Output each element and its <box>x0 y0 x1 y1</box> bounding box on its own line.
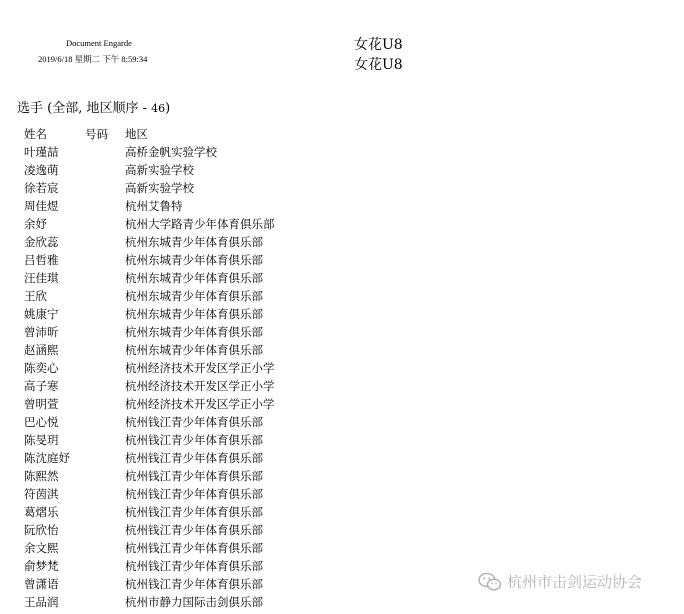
watermark <box>478 571 642 592</box>
cell-name: 徐若宸 <box>24 181 59 195</box>
participant-count: 46 <box>151 102 166 115</box>
cell-club: 杭州钱江青少年体育俱乐部 <box>125 505 263 519</box>
cell-club: 高新实验学校 <box>125 163 194 177</box>
cell-name: 高子寒 <box>24 379 59 393</box>
cell-name: 符茵淇 <box>24 487 59 501</box>
print-datetime: 2019/6/18 星期二 下午 8:59:34 <box>38 54 148 64</box>
cell-club: 高新实验学校 <box>125 181 194 195</box>
table-row <box>24 503 385 521</box>
cell-club: 杭州东城青少年体育俱乐部 <box>125 343 263 357</box>
cell-number <box>85 449 125 467</box>
participants-table <box>24 125 385 611</box>
table-row <box>24 305 385 323</box>
cell-number <box>85 575 125 593</box>
event-title-line1: 女花U8 <box>354 37 403 53</box>
table-row <box>24 521 385 539</box>
cell-number <box>85 269 125 287</box>
cell-number <box>85 305 125 323</box>
table-row <box>24 341 385 359</box>
cell-number <box>85 467 125 485</box>
table-row <box>24 197 385 215</box>
table-row <box>24 161 385 179</box>
cell-name: 叶瑾喆 <box>24 145 59 159</box>
table-row <box>24 251 385 269</box>
wechat-icon <box>478 572 502 592</box>
cell-club: 杭州经济技术开发区学正小学 <box>125 379 275 393</box>
table-row <box>24 557 385 575</box>
section-title <box>17 97 170 116</box>
cell-number <box>85 179 125 197</box>
table-row <box>24 287 385 305</box>
cell-club: 杭州艾鲁特 <box>125 199 183 213</box>
table-row <box>24 413 385 431</box>
table-row <box>24 593 385 611</box>
table-row <box>24 143 385 161</box>
cell-number <box>85 233 125 251</box>
section-title-text: 选手 (全部, 地区顺序 - <box>17 101 152 116</box>
table-row <box>24 449 385 467</box>
table-row <box>24 323 385 341</box>
cell-name: 阮欣怡 <box>24 523 59 537</box>
cell-club: 杭州经济技术开发区学正小学 <box>125 361 275 375</box>
table-row <box>24 233 385 251</box>
table-row <box>24 377 385 395</box>
table-row <box>24 179 385 197</box>
cell-name: 周佳煜 <box>24 199 59 213</box>
cell-number <box>85 593 125 611</box>
cell-number <box>85 359 125 377</box>
cell-number <box>85 341 125 359</box>
table-row <box>24 467 385 485</box>
cell-number <box>85 323 125 341</box>
cell-number <box>85 377 125 395</box>
document-title: Document Engarde <box>66 38 132 48</box>
cell-club: 杭州钱江青少年体育俱乐部 <box>125 415 263 429</box>
table-row <box>24 485 385 503</box>
cell-name: 曾潇语 <box>24 577 59 591</box>
cell-number <box>85 557 125 575</box>
cell-number <box>85 539 125 557</box>
cell-club: 杭州钱江青少年体育俱乐部 <box>125 523 263 537</box>
cell-club: 杭州东城青少年体育俱乐部 <box>125 253 263 267</box>
cell-number <box>85 503 125 521</box>
cell-club: 高桥金帆实验学校 <box>125 145 217 159</box>
cell-club: 杭州市静力国际击剑俱乐部 <box>125 595 263 609</box>
table-row <box>24 539 385 557</box>
cell-name: 巴心悦 <box>24 415 59 429</box>
column-header-number: 号码 <box>85 127 108 141</box>
event-title-line2: 女花U8 <box>354 57 403 73</box>
cell-club: 杭州东城青少年体育俱乐部 <box>125 307 263 321</box>
cell-club: 杭州东城青少年体育俱乐部 <box>125 271 263 285</box>
cell-number <box>85 521 125 539</box>
cell-number <box>85 251 125 269</box>
cell-name: 葛熠乐 <box>24 505 59 519</box>
cell-club: 杭州钱江青少年体育俱乐部 <box>125 541 263 555</box>
cell-number <box>85 287 125 305</box>
table-row <box>24 431 385 449</box>
cell-name: 凌逸萌 <box>24 163 59 177</box>
table-body <box>24 143 385 611</box>
cell-club: 杭州钱江青少年体育俱乐部 <box>125 433 263 447</box>
table-row <box>24 269 385 287</box>
cell-name: 俞梦梵 <box>24 559 59 573</box>
cell-name: 姚康宁 <box>24 307 59 321</box>
table-header-row <box>24 125 385 143</box>
cell-name: 金欣蕊 <box>24 235 59 249</box>
cell-club: 杭州钱江青少年体育俱乐部 <box>125 559 263 573</box>
cell-name: 吕哲雅 <box>24 253 59 267</box>
cell-number <box>85 395 125 413</box>
cell-number <box>85 485 125 503</box>
section-title-close: ) <box>165 101 171 116</box>
table-row <box>24 215 385 233</box>
cell-name: 陈旻玥 <box>24 433 59 447</box>
cell-name: 赵涵熙 <box>24 343 59 357</box>
cell-number <box>85 161 125 179</box>
cell-name: 曾沛昕 <box>24 325 59 339</box>
cell-name: 余文熙 <box>24 541 59 555</box>
watermark-text: 杭州市击剑运动协会 <box>507 573 643 591</box>
cell-name: 王品润 <box>24 595 59 609</box>
cell-name: 余妤 <box>24 217 47 231</box>
cell-name: 曾明萱 <box>24 397 59 411</box>
cell-club: 杭州钱江青少年体育俱乐部 <box>125 487 263 501</box>
cell-number <box>85 215 125 233</box>
cell-club: 杭州大学路青少年体育俱乐部 <box>125 217 275 231</box>
cell-club: 杭州钱江青少年体育俱乐部 <box>125 577 263 591</box>
cell-name: 陈沈庭妤 <box>24 451 70 465</box>
cell-name: 陈奕心 <box>24 361 59 375</box>
table-row <box>24 359 385 377</box>
cell-club: 杭州东城青少年体育俱乐部 <box>125 289 263 303</box>
column-header-name: 姓名 <box>24 127 47 141</box>
cell-name: 汪佳琪 <box>24 271 59 285</box>
cell-number <box>85 143 125 161</box>
cell-club: 杭州钱江青少年体育俱乐部 <box>125 469 263 483</box>
cell-number <box>85 431 125 449</box>
cell-club: 杭州东城青少年体育俱乐部 <box>125 235 263 249</box>
cell-number <box>85 197 125 215</box>
column-header-club: 地区 <box>125 127 148 141</box>
cell-club: 杭州经济技术开发区学正小学 <box>125 397 275 411</box>
cell-number <box>85 413 125 431</box>
cell-name: 王欣 <box>24 289 47 303</box>
cell-name: 陈熙然 <box>24 469 59 483</box>
table-row <box>24 395 385 413</box>
table-row <box>24 575 385 593</box>
cell-club: 杭州钱江青少年体育俱乐部 <box>125 451 263 465</box>
cell-club: 杭州东城青少年体育俱乐部 <box>125 325 263 339</box>
